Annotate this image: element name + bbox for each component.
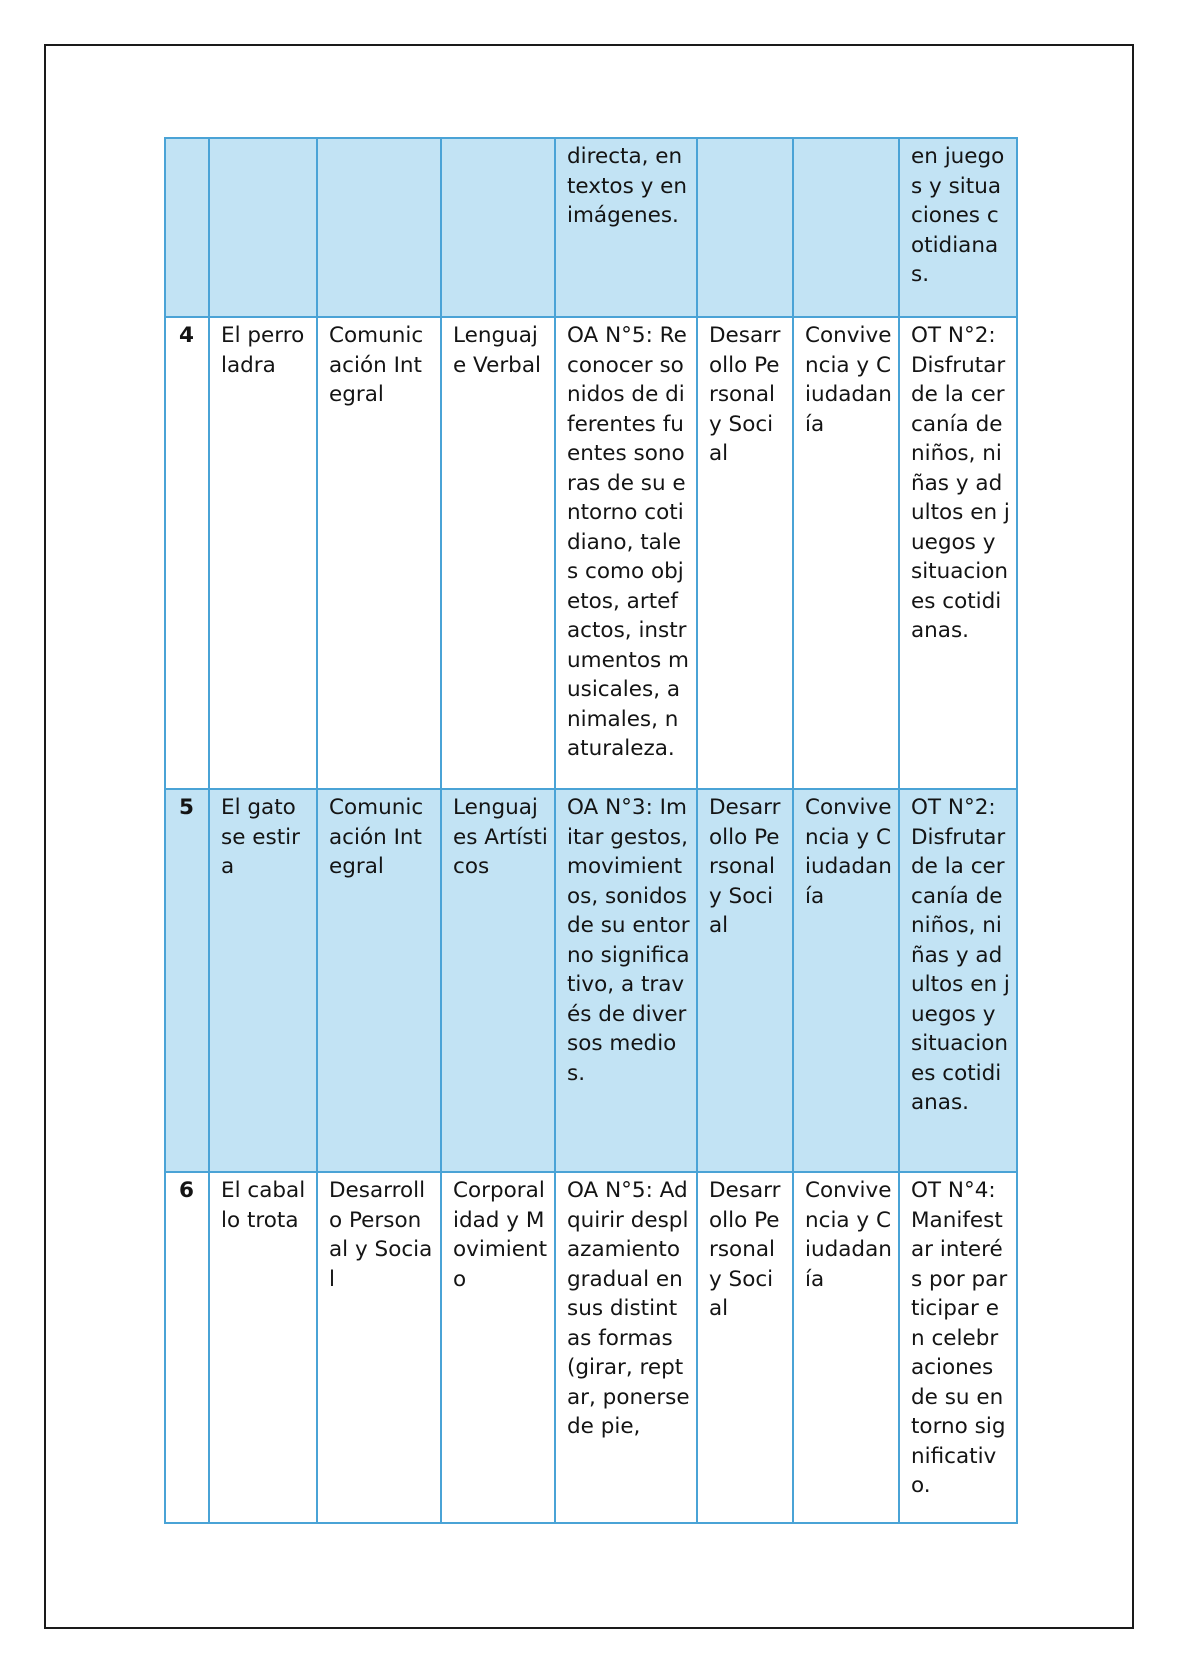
learning-core bbox=[441, 138, 555, 317]
learning-core: Lenguajes Artísticos bbox=[441, 789, 555, 1172]
transversal-core: Convivencia y Ciudadanía bbox=[793, 789, 899, 1172]
transversal-objective: OT N°2: Disfrutar de la cercanía de niños, niñas y adultos en juegos y situaciones cotidianas. bbox=[899, 317, 1017, 789]
learning-objective: OA N°3: Imitar gestos, movimientos, sonidos de su entorno significativo, a través de diversos medios. bbox=[555, 789, 697, 1172]
row-number bbox=[165, 138, 209, 317]
transversal-core: Convivencia y Ciudadanía bbox=[793, 1172, 899, 1523]
transversal-objective: OT N°4: Manifestar interés por participar en celebraciones de su entorno significativo. bbox=[899, 1172, 1017, 1523]
transversal-area: Desarrollo Personal y Social bbox=[697, 317, 793, 789]
learning-core: Corporalidad y Movimiento bbox=[441, 1172, 555, 1523]
table-row bbox=[165, 317, 1017, 789]
row-number: 4 bbox=[165, 317, 209, 789]
table-row bbox=[165, 138, 1017, 317]
experience-name: El perro ladra bbox=[209, 317, 317, 789]
transversal-area bbox=[697, 138, 793, 317]
transversal-objective: OT N°2: Disfrutar de la cercanía de niños, niñas y adultos en juegos y situaciones cotidianas. bbox=[899, 789, 1017, 1172]
table-row bbox=[165, 789, 1017, 1172]
learning-core: Lenguaje Verbal bbox=[441, 317, 555, 789]
learning-objective: directa, en textos y en imágenes. bbox=[555, 138, 697, 317]
transversal-area: Desarrollo Personal y Social bbox=[697, 1172, 793, 1523]
learning-area: Comunicación Integral bbox=[317, 317, 441, 789]
learning-area: Desarrollo Personal y Social bbox=[317, 1172, 441, 1523]
transversal-core: Convivencia y Ciudadanía bbox=[793, 317, 899, 789]
learning-area: Comunicación Integral bbox=[317, 789, 441, 1172]
row-number: 5 bbox=[165, 789, 209, 1172]
learning-objective: OA N°5: Adquirir desplazamiento gradual en sus distintas formas (girar, reptar, ponerse de pie, bbox=[555, 1172, 697, 1523]
experience-name: El gato se estira bbox=[209, 789, 317, 1172]
experience-name bbox=[209, 138, 317, 317]
transversal-core bbox=[793, 138, 899, 317]
learning-area bbox=[317, 138, 441, 317]
table-row bbox=[165, 1172, 1017, 1523]
row-number: 6 bbox=[165, 1172, 209, 1523]
transversal-objective: en juegos y situaciones cotidianas. bbox=[899, 138, 1017, 317]
transversal-area: Desarrollo Personal y Social bbox=[697, 789, 793, 1172]
learning-objective: OA N°5: Reconocer sonidos de diferentes fuentes sonoras de su entorno cotidiano, tales como objetos, artefactos, instrumentos musicales, animales, naturaleza. bbox=[555, 317, 697, 789]
experience-name: El caballo trota bbox=[209, 1172, 317, 1523]
planning-table bbox=[164, 137, 1018, 1524]
